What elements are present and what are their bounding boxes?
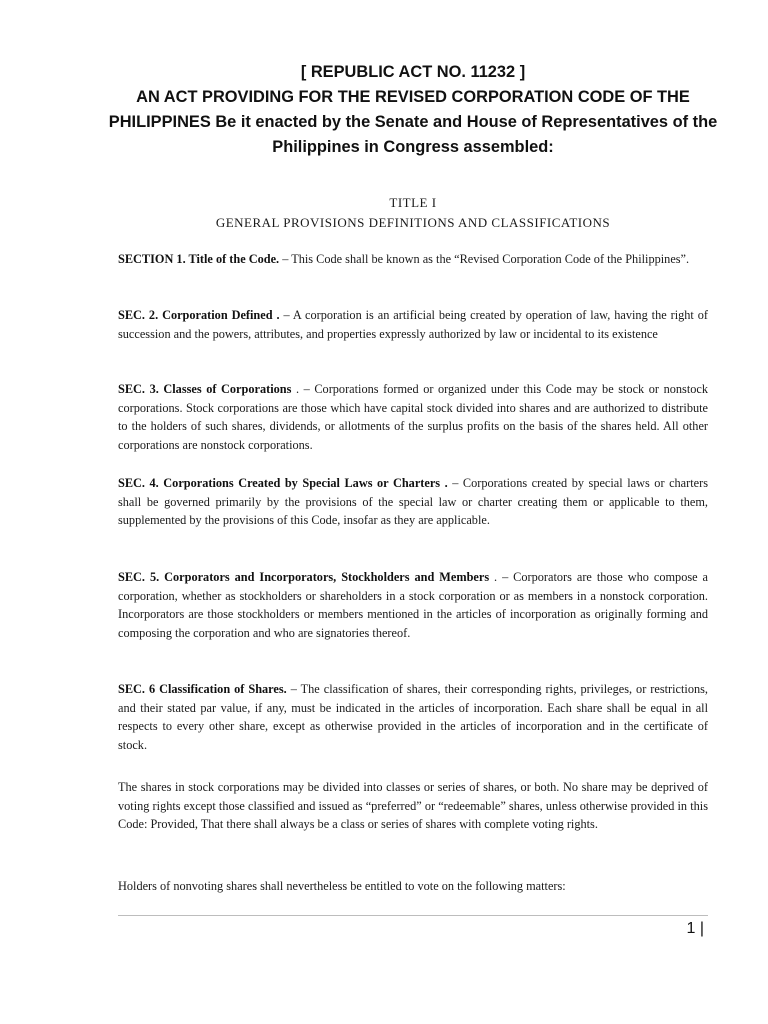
section-heading: SEC. 6 Classification of Shares. <box>118 682 287 696</box>
act-number: [ REPUBLIC ACT NO. 11232 ] <box>300 63 526 81</box>
section-6 <box>118 680 708 755</box>
footer-divider <box>118 915 708 916</box>
section-heading: SEC. 5. Corporators and Incorporators, Stockholders and Members <box>118 570 490 584</box>
document-header <box>100 60 726 160</box>
section-2 <box>118 306 708 343</box>
section-text: . – Corporators are those who compose a corporation, whether as stockholders or shareholders in a stock corporation or as members in a nonstock corporation. Incorporators are those stockholders or members mentioned in the articles of incorporation as originally forming and composing the corporation and who are signatories thereof. <box>118 570 708 641</box>
section-text: – The classification of shares, their corresponding rights, privileges, or restrictions, and their stated par value, if any, must be indicated in the articles of incorporation. Each share shall be equal in all respects to every other share, except as otherwise provided in the articles of incorporation and in the certificate of stock. <box>118 682 708 753</box>
act-title-line-1: AN ACT PROVIDING FOR THE REVISED CORPORATION CODE OF THE <box>136 88 690 106</box>
page-number: 1 | <box>686 920 704 937</box>
act-title-line-2: PHILIPPINES Be it enacted by the Senate and House of Representatives of the <box>108 113 718 131</box>
section-4 <box>118 474 708 530</box>
section-heading: SEC. 3. Classes of Corporations <box>118 382 292 396</box>
section-text: – This Code shall be known as the “Revised Corporation Code of the Philippines”. <box>279 252 690 266</box>
section-text: – Corporations created by special laws or charters shall be governed primarily by the provisions of the special law or charter creating them or applicable to them, supplemented by the provisions of this Code, insofar as they are applicable. <box>118 476 708 528</box>
title-label: TITLE I <box>389 195 437 210</box>
title-block <box>100 193 726 233</box>
section-heading: SECTION 1. Title of the Code. <box>118 252 280 266</box>
section-1 <box>118 250 708 269</box>
title-subtitle: GENERAL PROVISIONS DEFINITIONS AND CLASSIFICATIONS <box>215 215 611 230</box>
section-3 <box>118 380 708 455</box>
section-heading: SEC. 4. Corporations Created by Special Laws or Charters . <box>118 476 448 490</box>
section-text: – A corporation is an artificial being created by operation of law, having the right of succession and the powers, attributes, and properties expressly authorized by law or incidental to its existence <box>118 308 709 341</box>
body-paragraph: The shares in stock corporations may be divided into classes or series of shares, or both. No share may be deprived of voting rights except those classified and issued as “preferred” or “redeemable” shares, unless otherwise provided in this Code: Provided, That there shall always be a class or series of shares with complete voting rights. <box>118 780 708 832</box>
act-title-line-3: Philippines in Congress assembled: <box>272 138 554 156</box>
body-paragraph: Holders of nonvoting shares shall nevertheless be entitled to vote on the following matters: <box>118 879 566 893</box>
section-5 <box>118 568 708 643</box>
section-heading: SEC. 2. Corporation Defined . <box>118 308 280 322</box>
section-text: . – Corporations formed or organized under this Code may be stock or nonstock corporations. Stock corporations are those which have capital stock divided into shares and are authorized to distribute to the holders of such shares, dividends, or allotments of the surplus profits on the basis of the shares held. All other corporations are nonstock corporations. <box>118 382 708 453</box>
